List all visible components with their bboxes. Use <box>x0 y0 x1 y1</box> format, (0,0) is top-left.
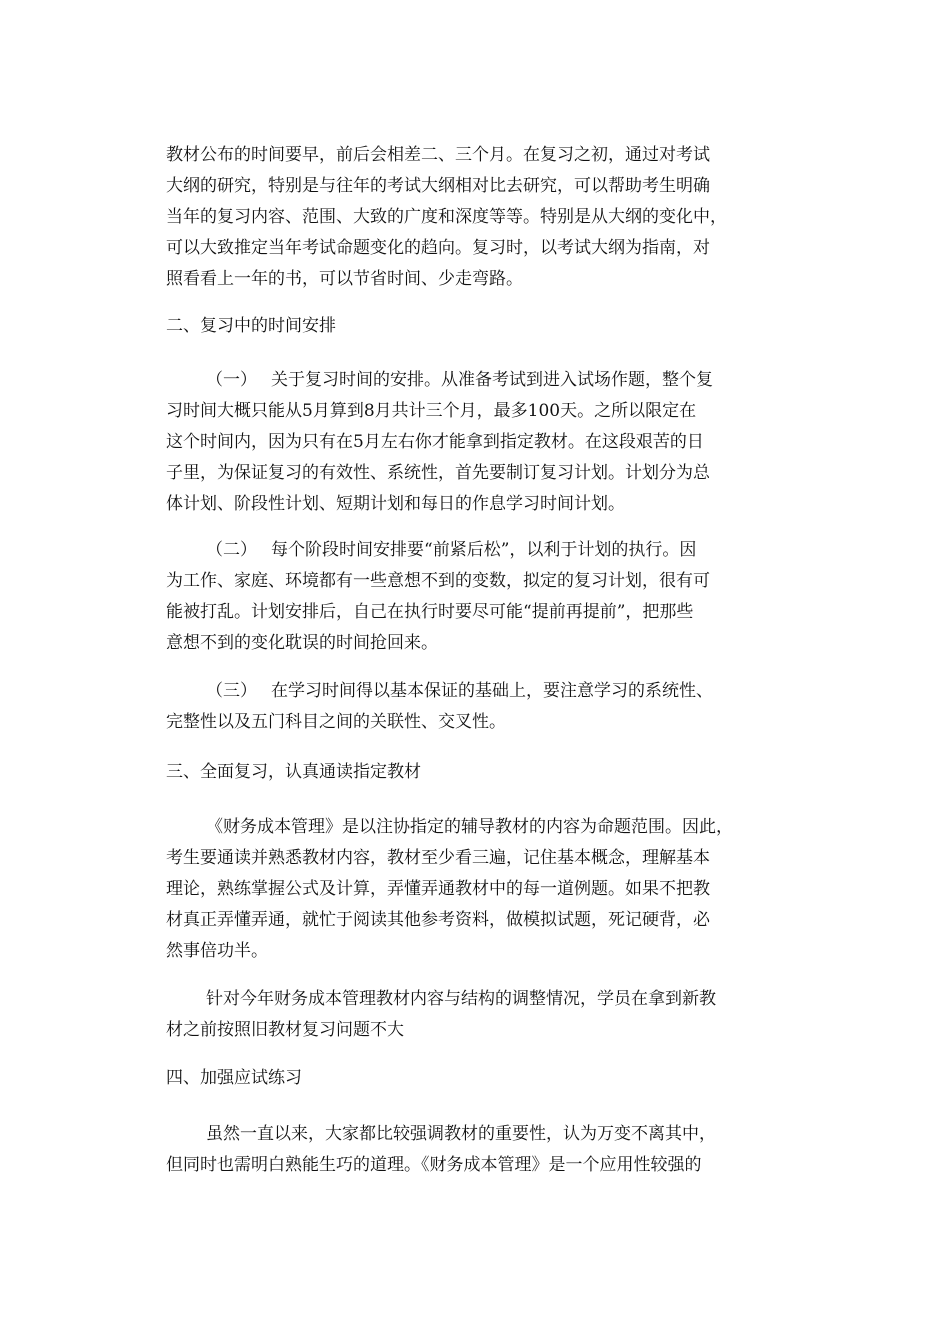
list-item-3 <box>166 676 786 738</box>
item-text: 每个阶段时间安排要“前紧后松”，以利于计划的执行。因 <box>271 540 697 560</box>
section-heading-3 <box>166 757 786 788</box>
heading-text: 二、复习中的时间安排 <box>166 316 336 336</box>
text-line: 这个时间内，因为只有在5月左右你才能拿到指定教材。在这段艰苦的日 <box>166 432 704 452</box>
text-line: 当年的复习内容、范围、大致的广度和深度等等。特别是从大纲的变化中， <box>166 207 727 227</box>
section-heading-2 <box>166 311 786 342</box>
text-line: 意想不到的变化耽误的时间抢回来。 <box>166 633 438 653</box>
item-label: （二） <box>206 540 257 560</box>
text-line: 但同时也需明白熟能生巧的道理。《财务成本管理》是一个应用性较强的 <box>166 1155 702 1175</box>
text-line: 体计划、阶段性计划、短期计划和每日的作息学习时间计划。 <box>166 494 625 514</box>
item-text: 在学习时间得以基本保证的基础上，要注意学习的系统性、 <box>271 681 713 701</box>
item-label: （一） <box>206 370 257 390</box>
text-line: 大纲的研究，特别是与往年的考试大纲相对比去研究，可以帮助考生明确 <box>166 176 710 196</box>
text-line: 照看看上一年的书，可以节省时间、少走弯路。 <box>166 269 523 289</box>
heading-text: 四、加强应试练习 <box>166 1068 302 1088</box>
text-line: 理论，熟练掌握公式及计算，弄懂弄通教材中的每一道例题。如果不把教 <box>166 879 710 899</box>
text-line: 完整性以及五门科目之间的关联性、交叉性。 <box>166 712 506 732</box>
text-line <box>166 535 786 566</box>
heading-text: 三、全面复习，认真通读指定教材 <box>166 762 421 782</box>
paragraph-3b <box>166 984 786 1046</box>
item-text: 关于复习时间的安排。从准备考试到进入试场作题，整个复 <box>271 370 713 390</box>
list-item-1 <box>166 365 786 520</box>
text-line: 然事倍功半。 <box>166 941 268 961</box>
text-line: 《财务成本管理》是以注协指定的辅导教材的内容为命题范围。因此， <box>206 817 733 837</box>
text-line: 材真正弄懂弄通，就忙于阅读其他参考资料，做模拟试题，死记硬背，必 <box>166 910 710 930</box>
text-line: 为工作、家庭、环境都有一些意想不到的变数，拟定的复习计划，很有可 <box>166 571 710 591</box>
text-line <box>166 365 786 396</box>
text-line: 虽然一直以来，大家都比较强调教材的重要性，认为万变不离其中， <box>206 1124 716 1144</box>
intro-paragraph <box>166 140 786 295</box>
text-line: 可以大致推定当年考试命题变化的趋向。复习时，以考试大纲为指南，对 <box>166 238 710 258</box>
text-line <box>166 676 786 707</box>
paragraph-3a <box>166 812 786 967</box>
list-item-2 <box>166 535 786 659</box>
text-line: 材之前按照旧教材复习问题不大 <box>166 1020 404 1040</box>
section-heading-4 <box>166 1063 786 1094</box>
text-line: 习时间大概只能从5月算到8月共计三个月，最多100天。之所以限定在 <box>166 401 697 421</box>
text-line: 子里，为保证复习的有效性、系统性，首先要制订复习计划。计划分为总 <box>166 463 710 483</box>
text-line: 针对今年财务成本管理教材内容与结构的调整情况，学员在拿到新教 <box>206 989 716 1009</box>
text-line: 教材公布的时间要早，前后会相差二、三个月。在复习之初，通过对考试 <box>166 145 710 165</box>
paragraph-4 <box>166 1119 786 1181</box>
text-line: 能被打乱。计划安排后，自己在执行时要尽可能“提前再提前”，把那些 <box>166 602 694 622</box>
text-line: 考生要通读并熟悉教材内容，教材至少看三遍，记住基本概念，理解基本 <box>166 848 710 868</box>
item-label: （三） <box>206 681 257 701</box>
